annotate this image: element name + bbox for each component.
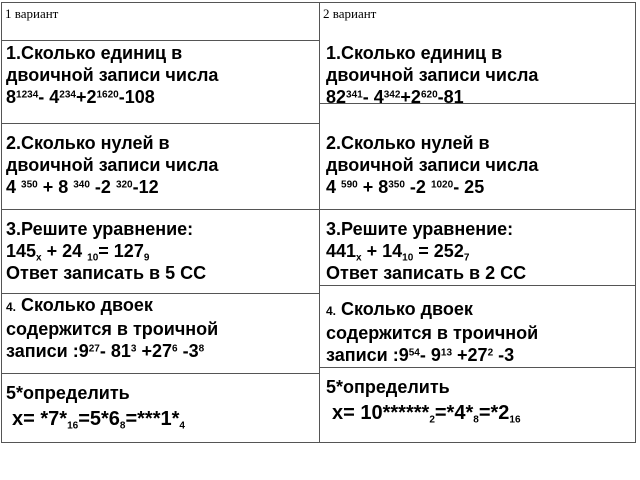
expr-part: +27 (136, 341, 173, 361)
v1-q4-expr (6, 340, 218, 362)
expr-part: 13 (440, 347, 453, 359)
expr-part: 2 (487, 347, 494, 359)
expr-part: + 14 (361, 241, 403, 261)
v2-task-1 (326, 42, 538, 108)
expr-part: + 8 (357, 177, 389, 197)
expr-part: записи :9 (326, 345, 409, 365)
expr-part: + 24 (41, 241, 88, 261)
expr-part: 4 (6, 177, 22, 197)
expr-part: - 25 (453, 177, 485, 197)
expr-part: 7 (463, 252, 470, 264)
expr-part: =5*6 (78, 408, 120, 430)
expr-part: 10 (402, 252, 414, 264)
expr-part: 1020 (430, 179, 454, 191)
v1-q4-line2: содержится в троичной (6, 319, 219, 339)
expr-part: 16 (67, 420, 79, 432)
expr-part: 3 (130, 343, 137, 355)
v1-task-4 (6, 294, 218, 362)
v1-task-5 (6, 382, 185, 430)
v2-task-4 (326, 298, 538, 366)
v1-q1-line2: двоичной записи числа (6, 65, 219, 85)
expr-part: -81 (437, 87, 464, 107)
row-divider-header (2, 40, 319, 41)
expr-part: 1234 (16, 89, 39, 101)
expr-part: -108 (118, 87, 155, 107)
expr-part: -3 (493, 345, 515, 365)
v2-q1-line2: двоичной записи числа (326, 65, 539, 85)
expr-part: 8 (119, 420, 126, 432)
expr-part: 9 (143, 252, 150, 264)
expr-part: 590 (341, 179, 358, 191)
expr-part: записи :9 (6, 341, 89, 361)
v1-q2-line1: 2.Сколько нулей в (6, 133, 170, 153)
header-variant-2: 2 вариант (323, 6, 377, 21)
v1-q5-line1: 5*определить (6, 383, 130, 403)
expr-part: x= 10****** (332, 402, 430, 424)
expr-part: - 4 (362, 87, 384, 107)
expr-part: 341 (346, 89, 363, 101)
v2-q1-line1: 1.Сколько единиц в (326, 43, 503, 63)
column-divider (319, 3, 320, 442)
v2-q4-line1: Сколько двоек (336, 299, 473, 319)
expr-part: x= *7* (12, 408, 68, 430)
expr-part: =*4* (434, 402, 474, 424)
v1-q3-expr (6, 240, 206, 262)
v2-task-2 (326, 132, 538, 198)
v2-task-5 (326, 376, 521, 424)
row-divider-4 (2, 373, 319, 374)
expr-part: 8 (6, 87, 17, 107)
expr-part: 145 (6, 241, 37, 261)
expr-part: = 127 (98, 241, 144, 261)
expr-part: 342 (383, 89, 401, 101)
expr-part: +27 (452, 345, 488, 365)
v2-q2-line1: 2.Сколько нулей в (326, 133, 490, 153)
expr-part: x (36, 252, 42, 264)
v1-q3-line1: 3.Решите уравнение: (6, 219, 194, 239)
expr-part: 2 (429, 414, 435, 426)
v1-q1-expr (6, 86, 218, 108)
expr-part: 8 (198, 343, 205, 355)
v1-task-3 (6, 218, 206, 284)
v2-q5-expr (332, 402, 521, 424)
row-divider-4-right (319, 367, 635, 368)
expr-part: +2 (400, 87, 421, 107)
expr-part: + 8 (37, 177, 74, 197)
expr-part: - 4 (38, 87, 60, 107)
header-variant-1: 1 вариант (5, 6, 59, 21)
expr-part: =***1* (125, 408, 180, 430)
v2-q4-num: 4. (326, 304, 337, 318)
expr-part: -2 (89, 177, 116, 197)
expr-part: 54 (408, 347, 420, 359)
expr-part: 16 (509, 414, 521, 426)
v1-q4-line1: Сколько двоек (16, 295, 153, 315)
expr-part: 1620 (96, 89, 119, 101)
expr-part: -3 (177, 341, 199, 361)
expr-part: 320 (115, 179, 133, 191)
expr-part: = 252 (413, 241, 464, 261)
expr-part: -12 (132, 177, 159, 197)
expr-part: 8 (473, 414, 479, 426)
v1-q4-num: 4. (6, 300, 17, 314)
expr-part: - 9 (419, 345, 441, 365)
v2-q3-line3: Ответ записать в 2 СС (326, 263, 527, 283)
expr-part: x (356, 252, 362, 264)
v1-q2-line2: двоичной записи числа (6, 155, 219, 175)
v1-q1-line1: 1.Сколько единиц в (6, 43, 183, 63)
expr-part: - 81 (99, 341, 131, 361)
expr-part: 27 (88, 343, 100, 355)
v1-q2-expr (6, 176, 218, 198)
v1-task-1 (6, 42, 218, 108)
v2-q3-expr (326, 240, 526, 262)
row-divider-2 (2, 209, 635, 210)
expr-part: 6 (172, 343, 178, 355)
v2-q1-expr (326, 86, 538, 108)
expr-part: 4 (326, 177, 342, 197)
expr-part: 340 (73, 179, 90, 191)
v2-task-3 (326, 218, 526, 284)
expr-part: 441 (326, 241, 357, 261)
v1-q5-expr (12, 408, 185, 430)
expr-part: 620 (420, 89, 438, 101)
expr-part: 350 (21, 179, 38, 191)
expr-part: 10 (87, 252, 99, 264)
expr-part: =*2 (478, 402, 510, 424)
v1-task-2 (6, 132, 218, 198)
v2-q4-expr (326, 344, 538, 366)
expr-part: 234 (59, 89, 76, 101)
v2-q3-line1: 3.Решите уравнение: (326, 219, 514, 239)
row-divider-1 (2, 123, 319, 124)
v2-q2-expr (326, 176, 538, 198)
v2-q2-line2: двоичной записи числа (326, 155, 539, 175)
v2-q4-line2: содержится в троичной (326, 323, 539, 343)
expr-part: 350 (388, 179, 405, 191)
v2-q5-line1: 5*определить (326, 377, 450, 397)
expr-part: 82 (326, 87, 347, 107)
row-divider-3-right (319, 285, 635, 286)
expr-part: +2 (75, 87, 97, 107)
v1-q3-line3: Ответ записать в 5 СС (6, 263, 207, 283)
expr-part: 4 (179, 420, 185, 432)
expr-part: -2 (404, 177, 431, 197)
